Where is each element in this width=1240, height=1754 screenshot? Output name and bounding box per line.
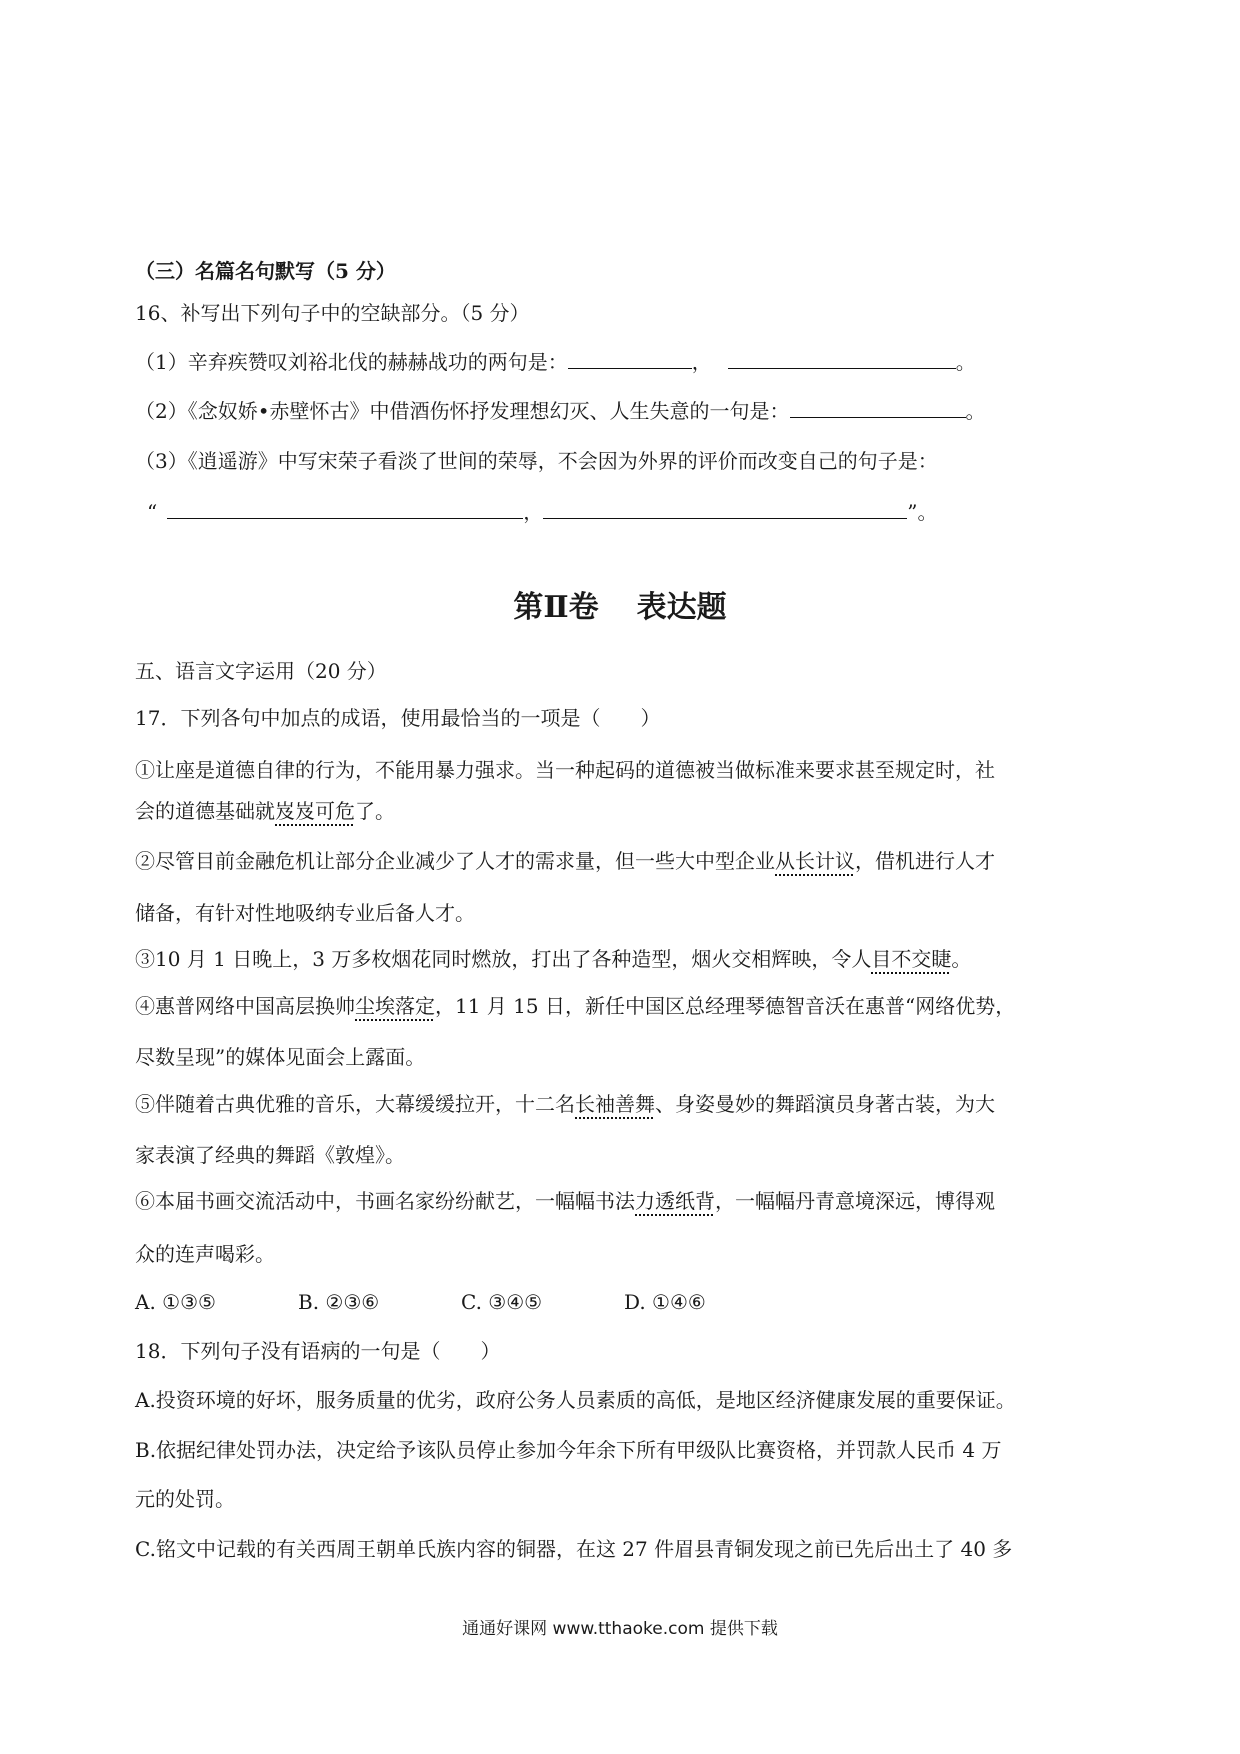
question-16-item-3: （3）《逍遥游》中写宋荣子看淡了世间的荣辱，不会因为外界的评价而改变自己的句子是： [135,449,938,473]
question-18-option-a: A.投资环境的好坏，服务质量的优劣，政府公务人员素质的高低，是地区经济健康发展的重要保证。 [135,1388,1016,1412]
text: 了。 [355,799,395,823]
text: ，借机进行人才 [855,849,995,873]
option-b[interactable]: B. ②③⑥ [298,1290,380,1314]
sentence-2-line-1 [135,848,995,874]
question-16-item-3-answer [147,498,937,525]
sentence-1-line-2 [135,798,395,824]
part-title-left: 第Ⅱ卷 [513,590,599,625]
question-16-stem: 16、补写出下列句子中的空缺部分。（5 分） [135,301,530,325]
page-footer: 通通好课网 www.tthaoke.com 提供下载 [462,1619,778,1639]
text: ⑥本届书画交流活动中，书画名家纷纷献艺，一幅幅书法 [135,1189,635,1213]
separator: ， [523,500,544,524]
sentence-4-line-1 [135,993,1015,1019]
text: ⑤伴随着古典优雅的音乐，大幕缓缓拉开，十二名 [135,1092,575,1116]
text: ③10 月 1 日晚上，3 万多枚烟花同时燃放，打出了各种造型，烟火交相辉映，令人 [135,947,872,971]
question-18-option-b-line-2: 元的处罚。 [135,1487,235,1511]
separator: ， [691,350,712,374]
text: 。 [951,947,972,971]
option-d[interactable]: D. ①④⑥ [624,1290,706,1314]
sentence-5-line-1 [135,1091,995,1117]
text: ②尽管目前金融危机让部分企业减少了人才的需求量，但一些大中型企业 [135,849,775,873]
end-punct: 。 [955,350,976,374]
option-c[interactable]: C. ③④⑤ [461,1290,543,1314]
answer-blank[interactable] [568,348,692,369]
part-title [0,588,1240,628]
text: ，11 月 15 日，新任中国区总经理琴德智音沃在惠普“网络优势， [435,994,1016,1018]
question-18-option-c-line-1: C.铭文中记载的有关西周王朝单氏族内容的铜器，在这 27 件眉县青铜发现之前已先后出土了 40 多 [135,1537,1013,1561]
text: ，一幅幅丹青意境深远，博得观 [715,1189,995,1213]
answer-blank[interactable] [167,498,523,519]
question-16-item-1 [135,348,976,375]
sentence-1-line-1: ①让座是道德自律的行为，不能用暴力强求。当一种起码的道德被当做标准来要求甚至规定时，社 [135,758,995,782]
question-18-stem: 18．下列句子没有语病的一句是（ ） [135,1339,501,1363]
sentence-6-line-1 [135,1188,995,1214]
question-16-item-2 [135,397,986,424]
text: ④惠普网络中国高层换帅 [135,994,355,1018]
dotted-idiom: 长袖善舞 [575,1092,655,1116]
end-punct: ”。 [907,500,938,524]
text: 会的道德基础就 [135,799,275,823]
answer-blank[interactable] [728,348,956,369]
answer-blank[interactable] [543,498,907,519]
item-text: （2）《念奴娇•赤壁怀古》中借酒伤怀抒发理想幻灭、人生失意的一句是： [135,399,790,423]
text: 、身姿曼妙的舞蹈演员身著古装，为大 [655,1092,995,1116]
option-a[interactable]: A. ①③⑤ [135,1290,216,1314]
sentence-4-line-2: 尽数呈现”的媒体见面会上露面。 [135,1045,426,1069]
question-17-options [135,1289,706,1315]
end-punct: 。 [965,399,986,423]
answer-blank[interactable] [790,397,966,418]
question-18-option-b-line-1: B.依据纪律处罚办法，决定给予该队员停止参加今年余下所有甲级队比赛资格，并罚款人民币 4 万 [135,1438,1002,1462]
section-heading: （三）名篇名句默写（5 分） [135,259,396,283]
sentence-3 [135,946,971,972]
dotted-idiom: 尘埃落定 [355,994,435,1018]
section-5-heading: 五、语言文字运用（20 分） [135,659,387,683]
part-title-right: 表达题 [636,590,727,625]
item-text: （1）辛弃疾赞叹刘裕北伐的赫赫战功的两句是： [135,350,568,374]
sentence-6-line-2: 众的连声喝彩。 [135,1242,275,1266]
open-quote: “ [147,500,158,524]
sentence-2-line-2: 储备，有针对性地吸纳专业后备人才。 [135,901,475,925]
dotted-idiom: 力透纸背 [635,1189,715,1213]
dotted-idiom: 目不交睫 [871,947,952,971]
sentence-5-line-2: 家表演了经典的舞蹈《敦煌》。 [135,1143,405,1167]
dotted-idiom: 从长计议 [775,849,855,873]
dotted-idiom: 岌岌可危 [275,799,355,823]
question-17-stem: 17．下列各句中加点的成语，使用最恰当的一项是（ ） [135,706,661,730]
